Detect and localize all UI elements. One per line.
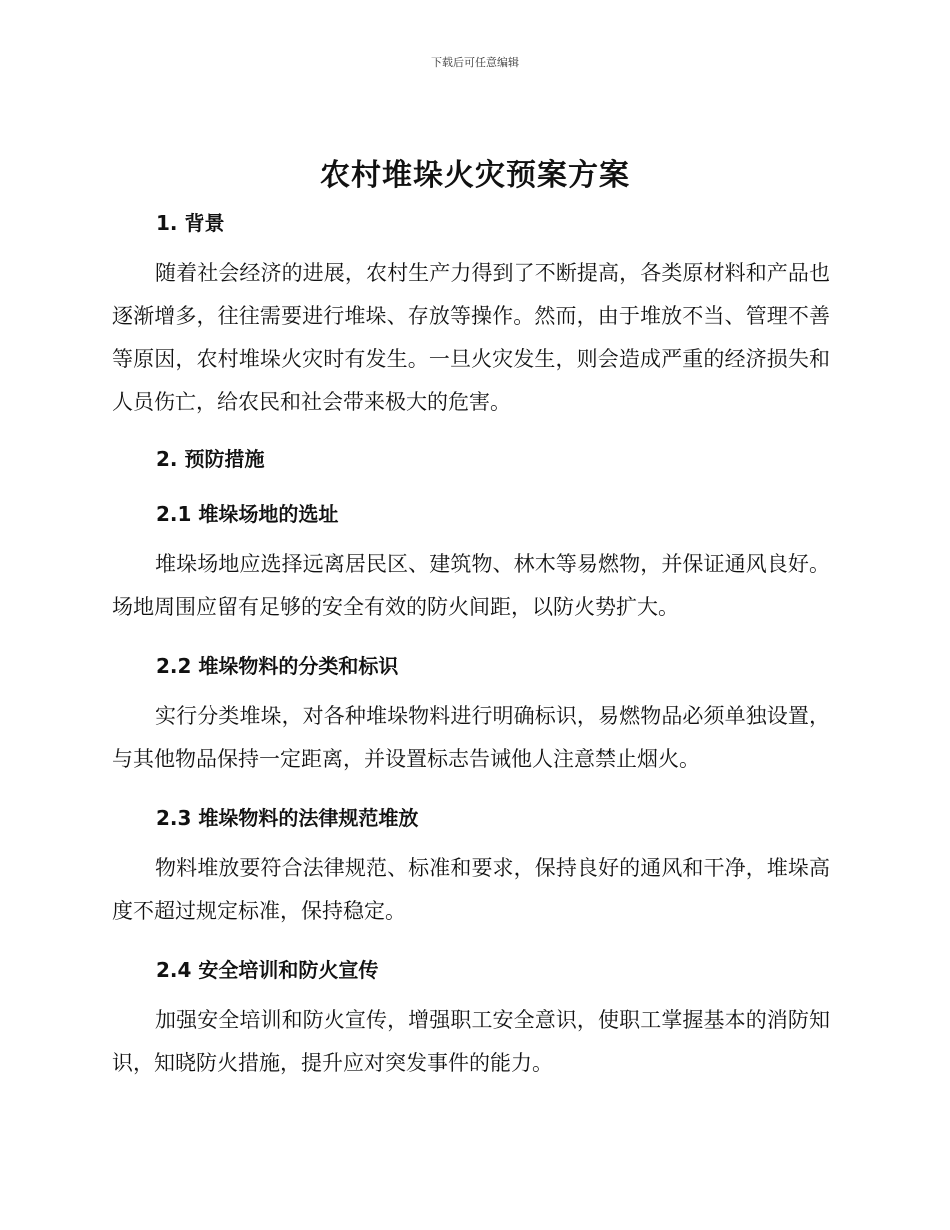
section-text-classification: 实行分类堆垛，对各种堆垛物料进行明确标识，易燃物品必须单独设置，与其他物品保持一定距离，并设置标志告诫他人注意禁止烟火。 [112, 704, 830, 771]
section-heading-prevention: 2. 预防措施 [156, 447, 265, 471]
section-heading-stacking-rules: 2.3 堆垛物料的法律规范堆放 [156, 806, 419, 830]
section-heading-classification: 2.2 堆垛物料的分类和标识 [156, 654, 399, 678]
section-heading-background: 1. 背景 [156, 211, 225, 235]
section-text-stacking-rules: 物料堆放要符合法律规范、标准和要求，保持良好的通风和干净，堆垛高度不超过规定标准，保持稳定。 [112, 856, 830, 923]
section-text-site-selection: 堆垛场地应选择远离居民区、建筑物、林木等易燃物，并保证通风良好。场地周围应留有足够的安全有效的防火间距，以防火势扩大。 [112, 552, 830, 619]
section-heading-training: 2.4 安全培训和防火宣传 [156, 958, 379, 982]
section-heading-site-selection: 2.1 堆垛场地的选址 [156, 502, 339, 526]
section-text-training: 加强安全培训和防火宣传，增强职工安全意识，使职工掌握基本的消防知识，知晓防火措施，提升应对突发事件的能力。 [112, 1008, 830, 1075]
header-note: 下载后可任意编辑 [431, 56, 519, 69]
document-title: 农村堆垛火灾预案方案 [320, 158, 630, 193]
section-text-background: 随着社会经济的进展，农村生产力得到了不断提高，各类原材料和产品也逐渐增多，往往需要进行堆垛、存放等操作。然而，由于堆放不当、管理不善等原因，农村堆垛火灾时有发生。一旦火灾发生，则会造成严重的经济损失和人员伤亡，给农民和社会带来极大的危害。 [112, 261, 830, 414]
